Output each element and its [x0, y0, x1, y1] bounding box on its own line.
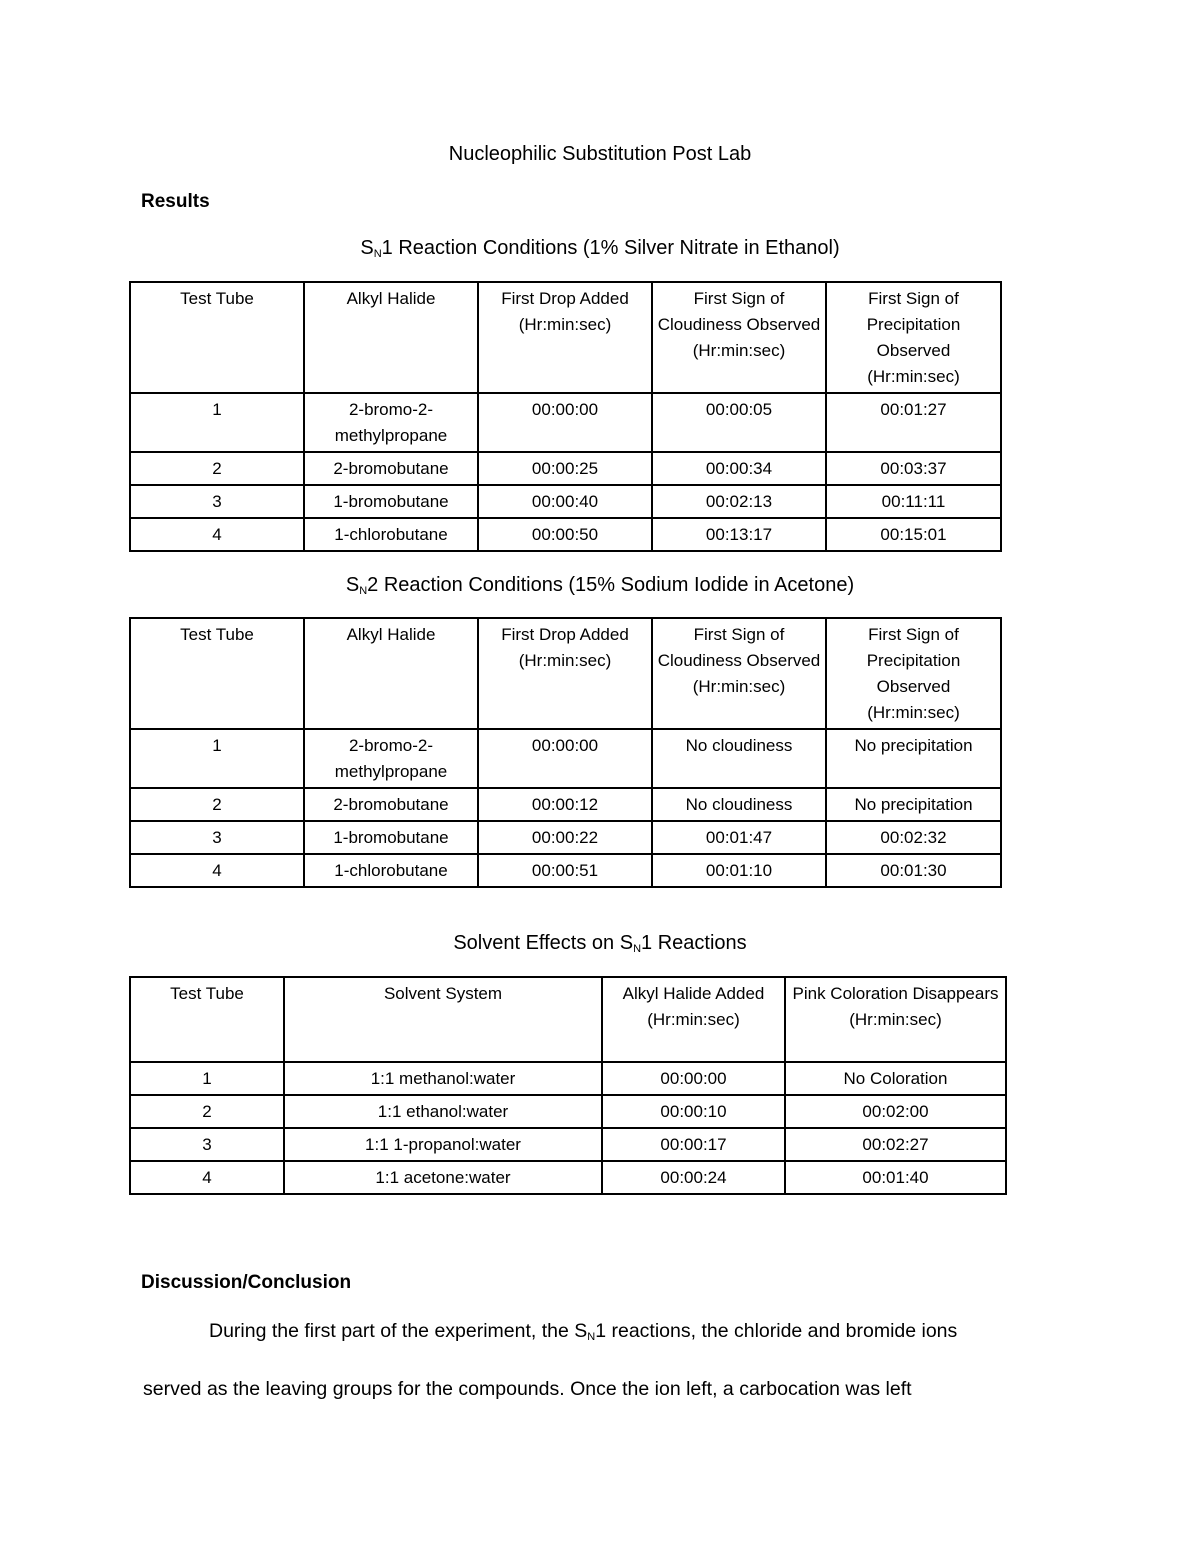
table-cell: 00:15:01 — [826, 518, 1001, 551]
discussion-line-1-end: 1 reactions, the chloride and bromide ions — [595, 1320, 958, 1342]
solvent-table-title — [0, 932, 1200, 955]
table-row — [130, 1095, 1006, 1128]
table-cell: 2-bromo-2-methylpropane — [304, 729, 478, 788]
sn2-title-rest: 2 Reaction Conditions (15% Sodium Iodide in Acetone) — [367, 574, 855, 596]
sn1-header-cell: Test Tube — [130, 282, 304, 393]
table-row — [130, 788, 1001, 821]
solvent-title-rest: 1 Reactions — [641, 932, 747, 954]
table-cell: 3 — [130, 821, 304, 854]
solvent-header-cell: Alkyl Halide Added (Hr:min:sec) — [602, 977, 785, 1062]
table-cell: 00:02:32 — [826, 821, 1001, 854]
table-cell: 1-bromobutane — [304, 821, 478, 854]
table-cell: 4 — [130, 518, 304, 551]
table-cell: 1:1 ethanol:water — [284, 1095, 602, 1128]
solvent-header-cell: Test Tube — [130, 977, 284, 1062]
table-cell: 00:02:00 — [785, 1095, 1006, 1128]
table-row — [130, 518, 1001, 551]
sn1-header-cell: First Sign of Cloudiness Observed (Hr:min:sec) — [652, 282, 826, 393]
sn1-title-subscript: N — [373, 248, 382, 260]
sn1-title-prefix: S — [360, 237, 374, 259]
table-cell: No cloudiness — [652, 729, 826, 788]
table-cell: 2 — [130, 788, 304, 821]
table-cell: 2-bromobutane — [304, 788, 478, 821]
page-title: Nucleophilic Substitution Post Lab — [448, 143, 752, 165]
table-cell: 00:11:11 — [826, 485, 1001, 518]
table-cell: 00:01:30 — [826, 854, 1001, 887]
sn2-header-cell: First Sign of Cloudiness Observed (Hr:min:sec) — [652, 618, 826, 729]
table-row — [130, 1128, 1006, 1161]
table-cell: 3 — [130, 1128, 284, 1161]
table-cell: No Coloration — [785, 1062, 1006, 1095]
table-cell: 00:03:37 — [826, 452, 1001, 485]
table-cell: 1-chlorobutane — [304, 854, 478, 887]
table-cell: 00:00:00 — [478, 393, 652, 452]
table-cell: 00:00:25 — [478, 452, 652, 485]
table-cell: 2-bromo-2-methylpropane — [304, 393, 478, 452]
discussion-heading: Discussion/Conclusion — [141, 1272, 352, 1293]
table-cell: 2 — [130, 1095, 284, 1128]
table-cell: 00:01:40 — [785, 1161, 1006, 1194]
sn1-table-title — [0, 237, 1200, 260]
table-cell: 1:1 acetone:water — [284, 1161, 602, 1194]
table-cell: 00:02:13 — [652, 485, 826, 518]
sn2-table-title — [0, 574, 1200, 597]
sn1-title-rest: 1 Reaction Conditions (1% Silver Nitrate in Ethanol) — [381, 237, 840, 259]
table-cell: 3 — [130, 485, 304, 518]
table-cell: 4 — [130, 854, 304, 887]
table-row — [130, 393, 1001, 452]
table-row — [130, 854, 1001, 887]
table-cell: 00:00:10 — [602, 1095, 785, 1128]
table-cell: 00:00:24 — [602, 1161, 785, 1194]
table-cell: No cloudiness — [652, 788, 826, 821]
sn2-header-cell: Test Tube — [130, 618, 304, 729]
discussion-line-1-subscript: N — [587, 1331, 596, 1343]
solvent-title-subscript: N — [633, 943, 642, 955]
sn1-header-cell: First Sign of Precipitation Observed (Hr:min:sec) — [826, 282, 1001, 393]
sn2-header-row — [130, 618, 1001, 729]
sn2-table — [129, 617, 1002, 888]
table-cell: 00:00:00 — [602, 1062, 785, 1095]
discussion-line-1-start: During the first part of the experiment, the S — [209, 1320, 588, 1342]
table-cell: 1:1 1-propanol:water — [284, 1128, 602, 1161]
table-row — [130, 1062, 1006, 1095]
table-cell: 00:01:10 — [652, 854, 826, 887]
table-cell: 00:00:34 — [652, 452, 826, 485]
table-cell: 00:02:27 — [785, 1128, 1006, 1161]
sn2-header-cell: First Sign of Precipitation Observed (Hr:min:sec) — [826, 618, 1001, 729]
table-row — [130, 485, 1001, 518]
table-cell: 4 — [130, 1161, 284, 1194]
results-heading: Results — [141, 191, 210, 212]
table-cell: 00:00:17 — [602, 1128, 785, 1161]
table-cell: 2 — [130, 452, 304, 485]
table-cell: 00:00:00 — [478, 729, 652, 788]
table-cell: 00:00:51 — [478, 854, 652, 887]
sn2-title-prefix: S — [345, 574, 360, 596]
solvent-header-row — [130, 977, 1006, 1062]
table-cell: 00:00:22 — [478, 821, 652, 854]
solvent-header-cell: Solvent System — [284, 977, 602, 1062]
table-cell: 1 — [130, 729, 304, 788]
discussion-paragraph — [143, 1302, 1073, 1418]
table-cell: No precipitation — [826, 729, 1001, 788]
table-row — [130, 452, 1001, 485]
table-row — [130, 1161, 1006, 1194]
table-cell: 2-bromobutane — [304, 452, 478, 485]
sn2-header-cell: First Drop Added (Hr:min:sec) — [478, 618, 652, 729]
table-cell: 1:1 methanol:water — [284, 1062, 602, 1095]
sn1-header-cell: First Drop Added (Hr:min:sec) — [478, 282, 652, 393]
table-cell: 00:00:05 — [652, 393, 826, 452]
table-row — [130, 729, 1001, 788]
table-cell: 00:00:40 — [478, 485, 652, 518]
table-cell: 1 — [130, 1062, 284, 1095]
table-cell: 00:00:12 — [478, 788, 652, 821]
table-cell: 00:01:27 — [826, 393, 1001, 452]
sn1-header-row — [130, 282, 1001, 393]
table-row — [130, 821, 1001, 854]
table-cell: 1 — [130, 393, 304, 452]
table-cell: 00:00:50 — [478, 518, 652, 551]
table-cell: No precipitation — [826, 788, 1001, 821]
sn2-title-subscript: N — [359, 585, 368, 597]
discussion-line-1 — [143, 1302, 1073, 1360]
table-cell: 1-chlorobutane — [304, 518, 478, 551]
discussion-line-2: served as the leaving groups for the compounds. Once the ion left, a carbocation was left — [143, 1378, 912, 1400]
solvent-header-cell: Pink Coloration Disappears (Hr:min:sec) — [785, 977, 1006, 1062]
solvent-table — [129, 976, 1007, 1195]
table-cell: 00:01:47 — [652, 821, 826, 854]
table-cell: 00:13:17 — [652, 518, 826, 551]
solvent-title-prefix: Solvent Effects on S — [453, 932, 634, 954]
sn1-table — [129, 281, 1002, 552]
sn1-header-cell: Alkyl Halide — [304, 282, 478, 393]
sn2-header-cell: Alkyl Halide — [304, 618, 478, 729]
table-cell: 1-bromobutane — [304, 485, 478, 518]
